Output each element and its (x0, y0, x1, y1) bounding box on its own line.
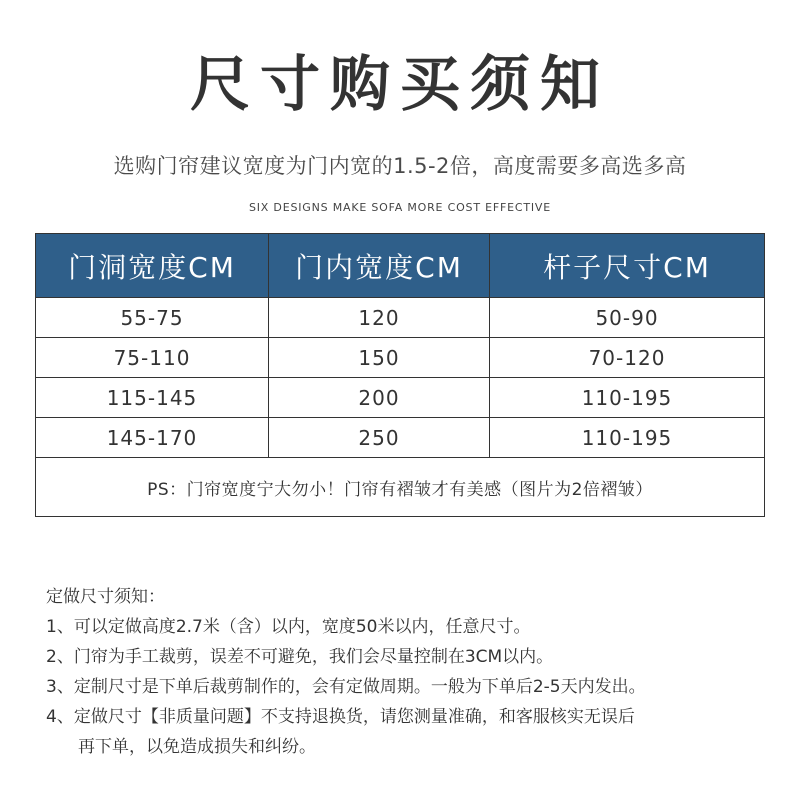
instruction-item: 3、定制尺寸是下单后裁剪制作的，会有定做周期。一般为下单后2-5天内发出。 (46, 677, 646, 697)
instruction-item-continuation: 再下单，以免造成损失和纠纷。 (78, 737, 316, 757)
table-cell: 150 (269, 338, 490, 378)
table-cell: 145-170 (36, 418, 269, 458)
instructions-section (46, 582, 786, 762)
instruction-item: 1、可以定做高度2.7米（含）以内，宽度50米以内，任意尺寸。 (46, 617, 531, 637)
instruction-item: 2、门帘为手工裁剪，误差不可避免，我们会尽量控制在3CM以内。 (46, 647, 554, 667)
table-cell: 115-145 (36, 378, 269, 418)
table-row (36, 418, 765, 458)
tagline: SIX DESIGNS MAKE SOFA MORE COST EFFECTIVE (248, 201, 552, 214)
table-cell: 70-120 (490, 338, 765, 378)
instruction-item: 4、定做尺寸【非质量问题】不支持退换货，请您测量准确，和客服核实无误后 (46, 707, 635, 727)
table-cell: 55-75 (36, 298, 269, 338)
table-cell: 200 (269, 378, 490, 418)
header-rod-size: 杆子尺寸CM (490, 234, 765, 298)
size-table (35, 233, 765, 517)
table-note: PS：门帘宽度宁大勿小！门帘有褶皱才有美感（图片为2倍褶皱） (36, 458, 765, 517)
table-cell: 75-110 (36, 338, 269, 378)
page-title: 尺寸购买须知 (190, 50, 610, 120)
table-cell: 110-195 (490, 418, 765, 458)
table-row (36, 298, 765, 338)
table-cell: 110-195 (490, 378, 765, 418)
instructions-heading: 定做尺寸须知： (46, 587, 165, 607)
subtitle: 选购门帘建议宽度为门内宽的1.5-2倍，高度需要多高选多高 (113, 154, 687, 178)
header-door-opening-width: 门洞宽度CM (36, 234, 269, 298)
table-cell: 120 (269, 298, 490, 338)
table-row (36, 338, 765, 378)
table-cell: 50-90 (490, 298, 765, 338)
table-row (36, 378, 765, 418)
table-note-row (36, 458, 765, 517)
table-cell: 250 (269, 418, 490, 458)
header-inner-width: 门内宽度CM (269, 234, 490, 298)
table-header-row (36, 234, 765, 298)
